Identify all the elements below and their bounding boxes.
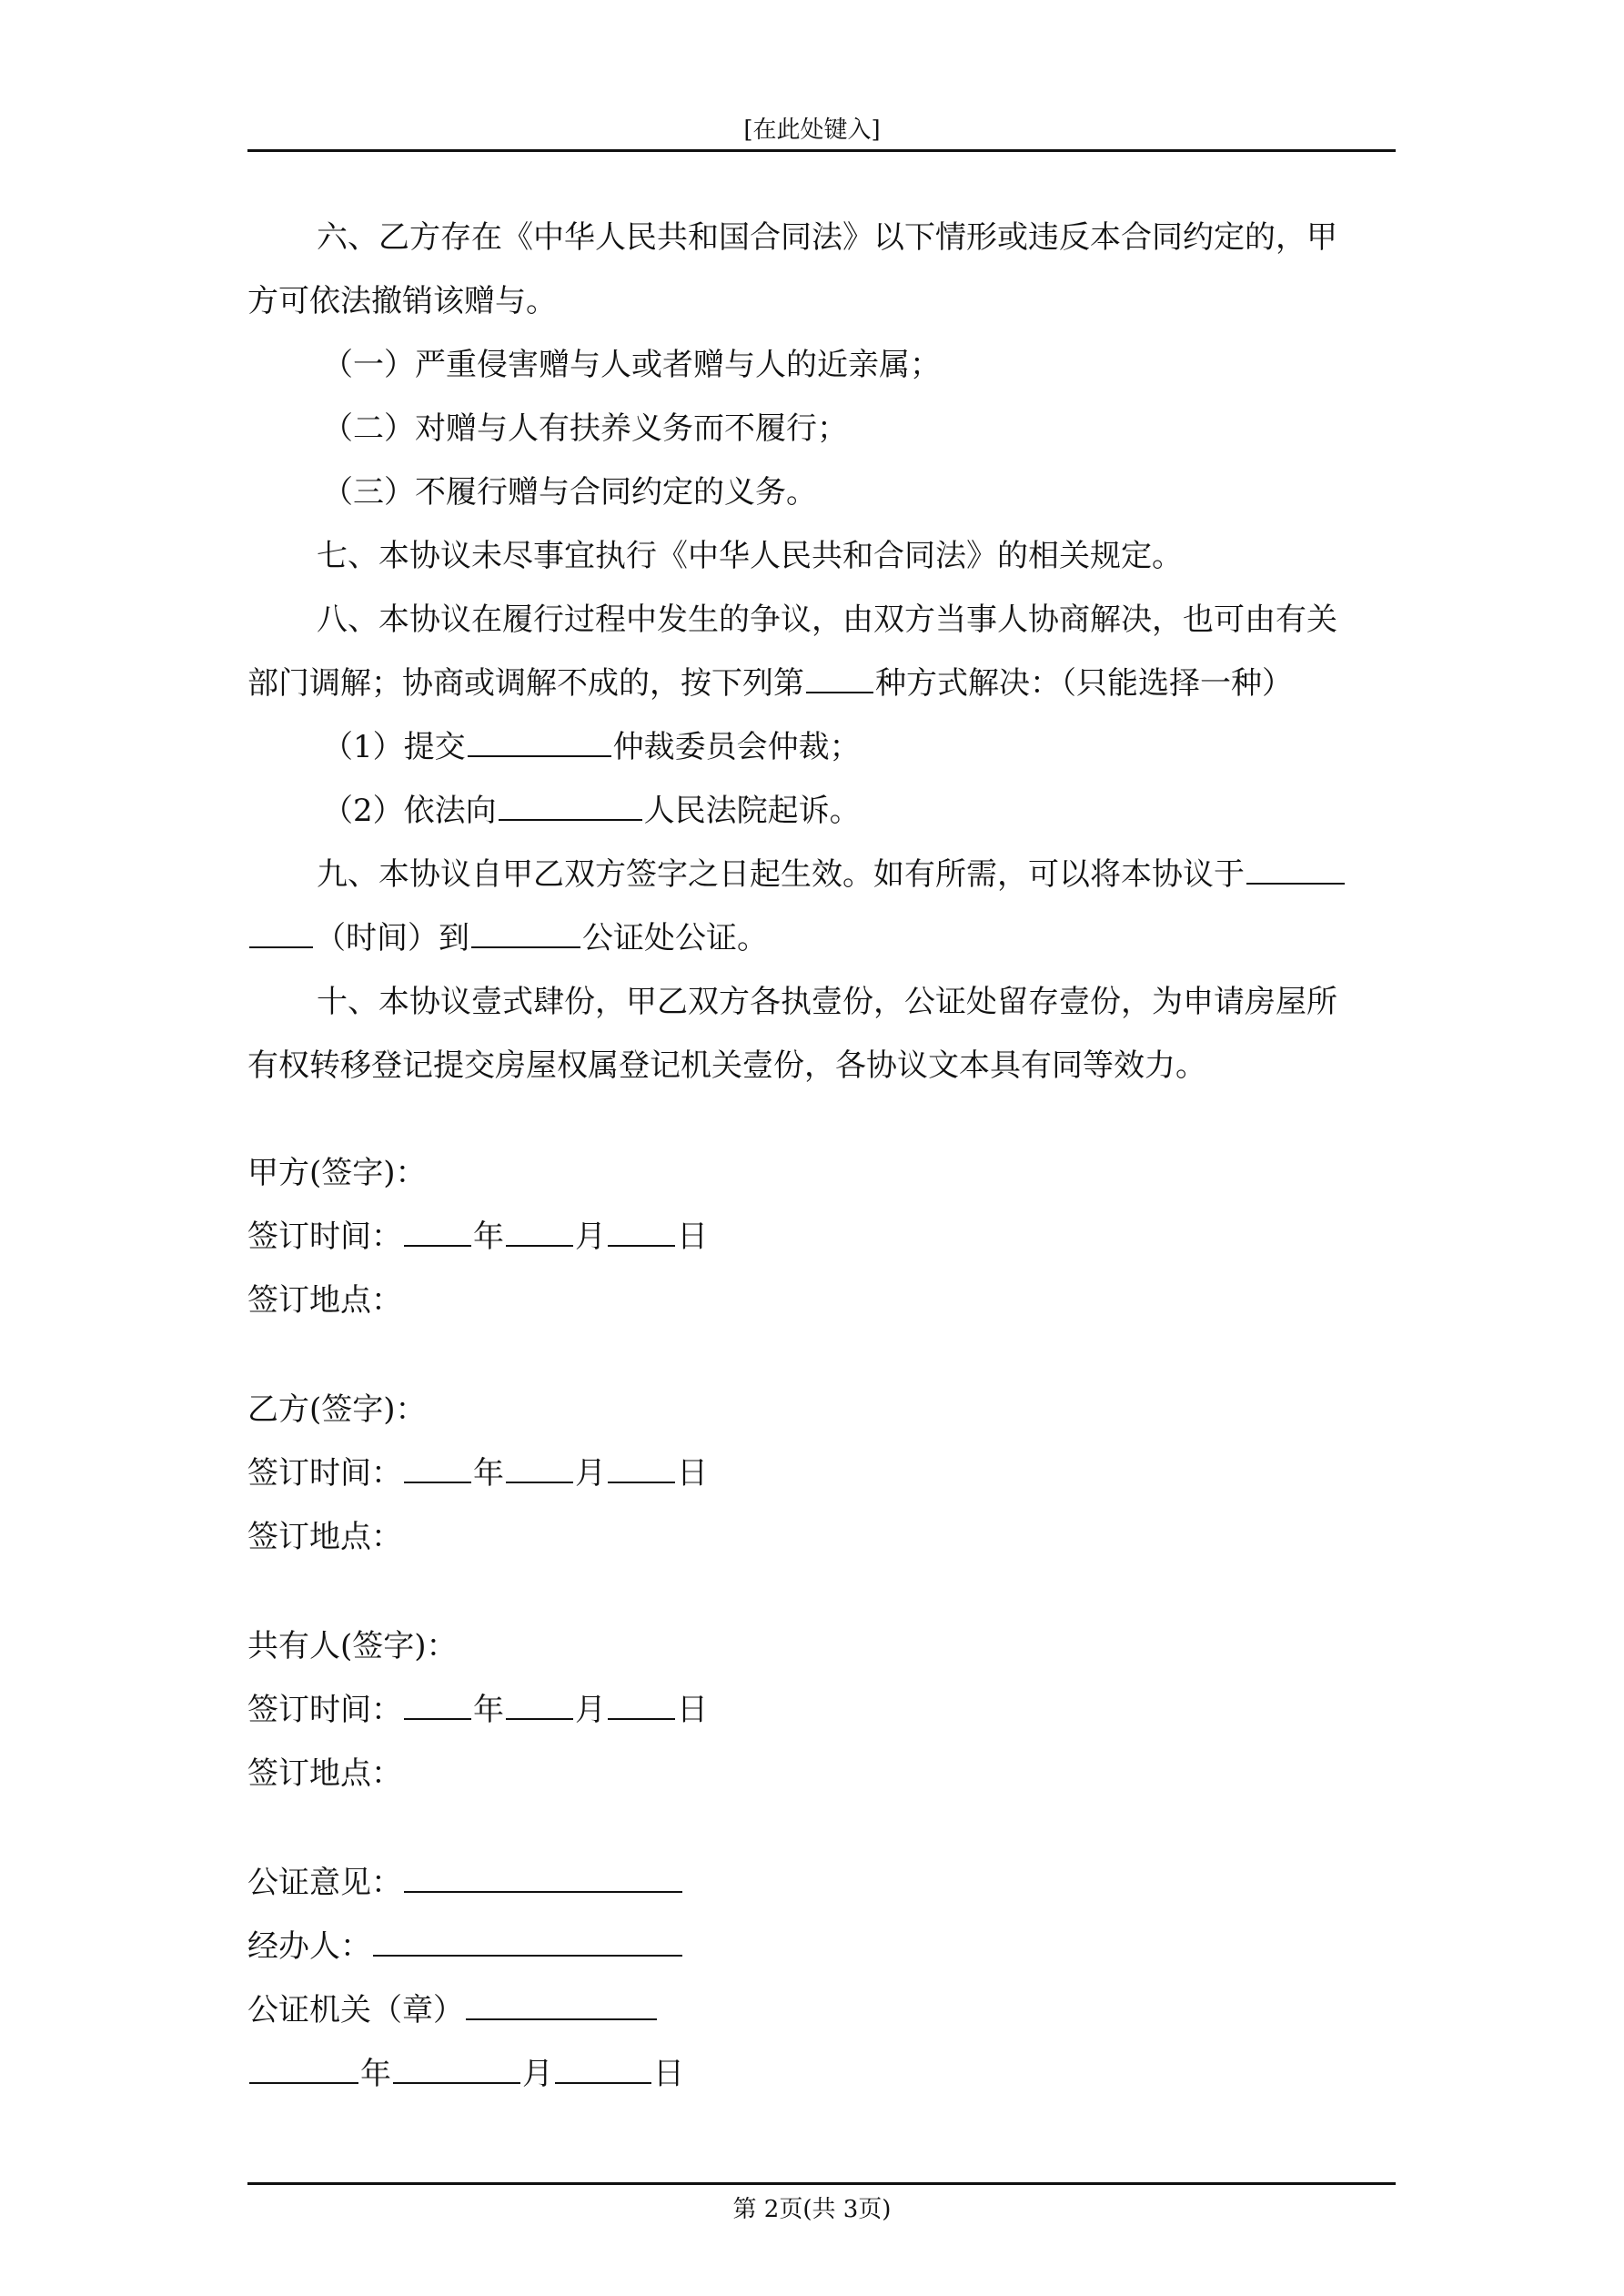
clause-nine-text-a: 九、本协议自甲乙双方签字之日起生效。如有所需，可以将本协议于 — [317, 856, 1245, 893]
year-label: 年 — [473, 1692, 504, 1728]
year-blank[interactable] — [404, 1458, 471, 1483]
notary-year-label: 年 — [360, 2056, 391, 2092]
option-1-text-a: （1）提交 — [322, 729, 466, 765]
notary-day-blank[interactable] — [555, 2058, 651, 2084]
notary-day-label: 日 — [653, 2056, 684, 2092]
notary-month-blank[interactable] — [393, 2058, 520, 2084]
option-1-text-b: 仲裁委员会仲裁； — [612, 729, 861, 765]
method-number-blank[interactable] — [806, 668, 873, 693]
option-2-text-b: 人民法院起诉。 — [643, 793, 861, 829]
day-label: 日 — [677, 1219, 708, 1255]
notary-month-label: 月 — [522, 2056, 553, 2092]
clause-nine-text-c: 公证处公证。 — [582, 920, 768, 956]
clause-seven: 七、本协议未尽事宜执行《中华人民共和合同法》的相关规定。 — [317, 538, 1183, 574]
clause-six-item-3: （三）不履行赠与合同约定的义务。 — [322, 474, 817, 511]
notary-handler — [247, 1915, 1396, 1978]
notary-opinion-blank[interactable] — [404, 1867, 682, 1893]
party-b-sign-time — [247, 1441, 1396, 1505]
month-blank[interactable] — [506, 1458, 573, 1483]
notary-opinion-label: 公证意见： — [247, 1865, 402, 1901]
clause-six-item-2: （二）对赠与人有扶养义务而不履行； — [322, 410, 848, 447]
notary-office-seal-blank[interactable] — [466, 1995, 657, 2020]
party-b-signature — [247, 1378, 1396, 1569]
option-2-text-a: （2）依法向 — [322, 793, 497, 829]
day-blank[interactable] — [608, 1221, 675, 1247]
month-blank[interactable] — [506, 1221, 573, 1247]
party-a-signature — [247, 1141, 1396, 1332]
notary-office-label: 公证机关（章） — [247, 1992, 464, 2028]
month-label: 月 — [575, 1692, 606, 1728]
notary-office-blank[interactable] — [471, 923, 580, 948]
notary-opinion — [247, 1851, 1396, 1915]
notary-time-blank-b[interactable] — [249, 923, 313, 948]
year-label: 年 — [473, 1219, 504, 1255]
co-owner-label: 共有人(签字)： — [247, 1628, 458, 1664]
month-label: 月 — [575, 1455, 606, 1492]
notary-handler-blank[interactable] — [373, 1931, 682, 1957]
year-blank[interactable] — [404, 1694, 471, 1720]
clause-six-line1: 六、乙方存在《中华人民共和国合同法》以下情形或违反本合同约定的，甲 — [317, 219, 1337, 256]
header-rule — [247, 149, 1396, 152]
sign-time-label: 签订时间： — [247, 1455, 402, 1492]
court-blank[interactable] — [499, 795, 642, 821]
page-footer: 第 2页(共 3页) — [732, 2196, 892, 2223]
notary-date — [247, 2042, 1396, 2106]
month-label: 月 — [575, 1219, 606, 1255]
notary-handler-label: 经办人： — [247, 1928, 371, 1965]
clause-six-item-1: （一）严重侵害赠与人或者赠与人的近亲属； — [322, 347, 941, 383]
day-blank[interactable] — [608, 1694, 675, 1720]
clause-ten-line1: 十、本协议壹式肆份，甲乙双方各执壹份，公证处留存壹份，为申请房屋所 — [317, 984, 1337, 1020]
clause-eight-text-a: 部门调解；协商或调解不成的，按下列第 — [247, 665, 804, 702]
clause-eight-option-2 — [247, 779, 1396, 843]
contract-body — [247, 206, 1396, 1097]
clause-nine-line2 — [247, 906, 1396, 970]
co-owner-sign-time — [247, 1678, 1396, 1742]
clause-ten-line2: 有权转移登记提交房屋权属登记机关壹份，各协议文本具有同等效力。 — [247, 1047, 1206, 1084]
clause-eight-text-b: 种方式解决：（只能选择一种） — [875, 665, 1293, 702]
notary-office — [247, 1978, 1396, 2042]
party-b-sign-place: 签订地点： — [247, 1519, 402, 1555]
clause-nine-text-b: （时间）到 — [315, 920, 469, 956]
sign-time-label: 签订时间： — [247, 1692, 402, 1728]
party-a-label: 甲方(签字)： — [247, 1155, 427, 1191]
arbitration-commission-blank[interactable] — [468, 732, 611, 757]
clause-eight-option-1 — [247, 715, 1396, 779]
day-label: 日 — [677, 1692, 708, 1728]
clause-eight-line2 — [247, 652, 1396, 715]
month-blank[interactable] — [506, 1694, 573, 1720]
footer-rule — [247, 2182, 1396, 2185]
co-owner-sign-place: 签订地点： — [247, 1755, 402, 1792]
day-label: 日 — [677, 1455, 708, 1492]
co-owner-signature — [247, 1614, 1396, 1805]
sign-time-label: 签订时间： — [247, 1219, 402, 1255]
year-label: 年 — [473, 1455, 504, 1492]
page-header: [在此处键入] — [743, 116, 881, 144]
notary-time-blank-a[interactable] — [1246, 859, 1345, 885]
clause-six-line2: 方可依法撤销该赠与。 — [247, 283, 557, 319]
party-b-label: 乙方(签字)： — [247, 1391, 427, 1428]
party-a-sign-place: 签订地点： — [247, 1282, 402, 1319]
notary-year-blank[interactable] — [249, 2058, 358, 2084]
party-a-sign-time — [247, 1205, 1396, 1269]
clause-eight-line1: 八、本协议在履行过程中发生的争议，由双方当事人协商解决，也可由有关 — [317, 602, 1337, 638]
clause-nine-line1 — [247, 843, 1396, 906]
notary-section — [247, 1851, 1396, 2106]
year-blank[interactable] — [404, 1221, 471, 1247]
day-blank[interactable] — [608, 1458, 675, 1483]
